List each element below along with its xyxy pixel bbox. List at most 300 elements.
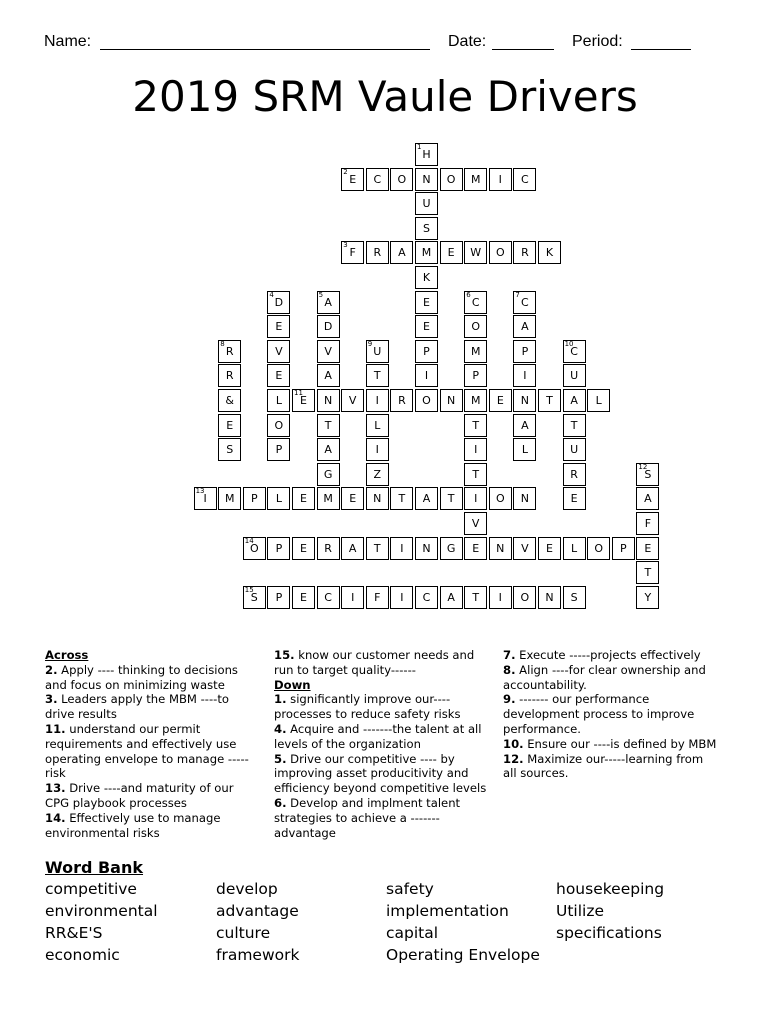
crossword-cell[interactable] [440, 586, 463, 609]
crossword-cell[interactable] [440, 241, 463, 264]
crossword-cell[interactable] [366, 463, 389, 486]
cell-letter: R [324, 541, 332, 555]
cell-letter: A [398, 246, 406, 260]
puzzle-title: 2019 SRM Vaule Drivers [132, 72, 638, 121]
cell-letter: L [571, 541, 578, 555]
crossword-cell[interactable] [563, 438, 586, 461]
crossword-cell[interactable] [464, 315, 487, 338]
cell-letter: E [423, 295, 430, 309]
clue-number: 8 [220, 339, 225, 348]
cell-letter: P [275, 590, 283, 604]
cell-letter: C [373, 172, 382, 186]
crossword-cell[interactable] [636, 463, 659, 486]
cell-letter: I [474, 443, 478, 457]
crossword-cell[interactable] [563, 487, 586, 510]
clue-down-8: 8. Align ----for clear ownership and accountability. [503, 662, 706, 692]
crossword-cell[interactable] [464, 512, 487, 535]
crossword-cell[interactable] [366, 438, 389, 461]
crossword-cell[interactable] [440, 389, 463, 412]
crossword-cell[interactable] [390, 537, 413, 560]
cell-letter: K [422, 271, 431, 284]
cell-letter: E [570, 492, 578, 506]
cell-letter: I [498, 590, 502, 604]
period-label: Period: [572, 33, 623, 50]
crossword-cell[interactable] [366, 340, 389, 363]
clue-across-13: 13. Drive ----and maturity of our CPG playbook processes [45, 781, 234, 810]
cell-letter: W [470, 246, 482, 260]
cell-letter: O [471, 320, 481, 334]
cell-letter: U [570, 443, 579, 457]
clue-across-3: 3. Leaders apply the MBM ----to drive results [45, 692, 229, 722]
crossword-cell[interactable] [317, 315, 340, 338]
crossword-cell[interactable] [538, 537, 561, 560]
crossword-cell[interactable] [366, 389, 389, 412]
crossword-cell[interactable] [267, 291, 290, 314]
crossword-cell[interactable] [317, 537, 340, 560]
clue-across-14: 14. Effectively use to manage environmental risks [45, 810, 221, 840]
cell-letter: T [546, 394, 553, 407]
crossword-cell[interactable] [538, 389, 561, 412]
cell-letter: N [545, 590, 554, 604]
crossword-cell[interactable] [563, 414, 586, 437]
crossword-cell[interactable] [538, 241, 561, 264]
cell-letter: L [521, 443, 528, 457]
cell-letter: G [446, 541, 456, 555]
word-bank-item: capital [386, 924, 439, 942]
crossword-cell[interactable] [636, 561, 659, 584]
crossword-cell[interactable] [366, 487, 389, 510]
cell-letter: F [644, 517, 652, 530]
crossword-cell[interactable] [267, 315, 290, 338]
crossword-cell[interactable] [267, 414, 290, 437]
crossword-cell[interactable] [464, 364, 487, 387]
crossword-cell[interactable] [464, 340, 487, 363]
cell-letter: E [472, 541, 480, 555]
crossword-cell[interactable] [218, 340, 241, 363]
crossword-cell[interactable] [464, 438, 487, 461]
cell-letter: T [570, 418, 578, 432]
cell-letter: C [422, 590, 431, 604]
cell-letter: & [225, 394, 234, 407]
clue-number: 3 [343, 241, 348, 250]
clues-column-2 [274, 648, 494, 840]
crossword-cell[interactable] [513, 487, 536, 510]
clue-number: 5 [318, 290, 324, 299]
crossword-cell[interactable] [415, 364, 438, 387]
name-label: Name: [44, 33, 92, 50]
cell-letter: N [496, 541, 505, 555]
crossword-cell[interactable] [292, 487, 315, 510]
cell-letter: N [446, 394, 456, 407]
cell-letter: R [398, 394, 406, 407]
crossword-cell[interactable] [243, 537, 266, 560]
crossword-cell[interactable] [341, 586, 364, 609]
clue-number: 11 [294, 389, 303, 397]
crossword-cell[interactable] [194, 487, 217, 510]
cell-letter: I [523, 369, 527, 383]
crossword-cell[interactable] [341, 168, 364, 191]
crossword-cell[interactable] [366, 364, 389, 387]
cell-letter: A [570, 394, 578, 407]
cell-letter: A [324, 443, 332, 457]
cell-letter: T [324, 418, 332, 432]
word-bank-item: Utilize [556, 902, 605, 920]
crossword-cell[interactable] [415, 340, 438, 363]
cell-letter: O [249, 541, 259, 555]
crossword-cell[interactable] [415, 537, 438, 560]
crossword-cell[interactable] [513, 364, 536, 387]
clue-number: 6 [466, 290, 471, 299]
crossword-cell[interactable] [587, 537, 610, 560]
cell-letter: S [570, 590, 578, 604]
cell-letter: M [470, 394, 481, 407]
cell-letter: A [324, 369, 332, 383]
word-bank-item: safety [386, 880, 434, 898]
cell-letter: O [495, 246, 505, 260]
cell-letter: L [275, 492, 282, 506]
cell-letter: O [397, 172, 407, 186]
clues-column-1 [45, 648, 260, 840]
crossword-cell[interactable] [267, 438, 290, 461]
word-bank-item: environmental [45, 902, 158, 920]
clue-number: 7 [515, 290, 520, 299]
cell-letter: E [275, 369, 283, 383]
crossword-cell[interactable] [415, 389, 438, 412]
clue-across-2: 2. Apply ---- thinking to decisions and focus on minimizing waste [45, 662, 238, 692]
crossword-cell[interactable] [366, 168, 389, 191]
crossword-cell[interactable] [513, 537, 536, 560]
cell-letter: O [495, 492, 505, 506]
date-label: Date: [448, 33, 487, 50]
cell-letter: P [423, 344, 430, 358]
cell-letter: M [470, 172, 481, 186]
cell-letter: R [225, 344, 234, 358]
cell-letter: A [348, 541, 357, 555]
crossword-cell[interactable] [513, 340, 536, 363]
cell-letter: C [570, 344, 578, 358]
cell-letter: R [570, 467, 578, 481]
cell-letter: M [470, 344, 481, 358]
cell-letter: N [520, 394, 529, 407]
cell-letter: E [226, 418, 234, 432]
crossword-cell[interactable] [218, 438, 241, 461]
cell-letter: A [422, 492, 431, 506]
cell-letter: M [421, 246, 432, 260]
cell-letter: P [619, 541, 627, 555]
cell-letter: E [423, 320, 430, 334]
cell-letter: L [595, 394, 602, 407]
crossword-cell[interactable] [415, 217, 438, 240]
crossword-cell[interactable] [489, 537, 512, 560]
cell-letter: I [351, 590, 355, 604]
crossword-cell[interactable] [464, 537, 487, 560]
cell-letter: E [546, 541, 553, 555]
crossword-cell[interactable] [464, 168, 487, 191]
crossword-cell[interactable] [464, 414, 487, 437]
crossword-cell[interactable] [612, 537, 635, 560]
cell-letter: A [447, 590, 455, 604]
cell-letter: O [274, 418, 284, 432]
word-bank-item: competitive [45, 880, 137, 898]
cell-letter: N [323, 394, 333, 407]
cell-letter: Z [373, 467, 382, 481]
word-bank-item: culture [216, 924, 271, 942]
cell-letter: R [521, 246, 529, 260]
cell-letter: E [300, 394, 307, 407]
crossword-cell[interactable] [267, 586, 290, 609]
crossword-cell[interactable] [415, 168, 438, 191]
crossword-cell[interactable] [218, 414, 241, 437]
crossword-cell[interactable] [513, 241, 536, 264]
crossword-cell[interactable] [341, 537, 364, 560]
word-bank-item: advantage [216, 902, 299, 920]
crossword-cell[interactable] [218, 487, 241, 510]
crossword-cell[interactable] [317, 364, 340, 387]
crossword-cell[interactable] [513, 315, 536, 338]
clue-across-11: 11. understand our permit requirements and effectively use operating envelope to manage -----risk [45, 721, 249, 781]
crossword-cell[interactable] [243, 586, 266, 609]
cell-letter: M [323, 492, 333, 506]
cell-letter: P [521, 344, 529, 358]
word-bank-item: RR&E'S [45, 924, 103, 942]
clue-down-7: 7. Execute -----projects effectively [503, 648, 701, 662]
crossword-cell[interactable] [218, 364, 241, 387]
crossword-cell[interactable] [390, 487, 413, 510]
cell-letter: I [203, 492, 207, 506]
crossword-cell[interactable] [489, 487, 512, 510]
cell-letter: E [275, 320, 283, 334]
crossword-cell[interactable] [440, 487, 463, 510]
crossword-cell[interactable] [415, 315, 438, 338]
cell-letter: N [373, 492, 382, 506]
cell-letter: V [471, 517, 480, 530]
cell-letter: F [374, 590, 381, 604]
crossword-cell[interactable] [513, 586, 536, 609]
word-bank-heading: Word Bank [45, 858, 144, 877]
cell-letter: A [324, 295, 332, 309]
clue-number: 13 [195, 487, 205, 496]
clue-down-9: 9. ------- our performance development process to improve performance. [503, 692, 695, 736]
crossword-cell[interactable] [267, 537, 290, 560]
cell-letter: I [375, 394, 379, 407]
cell-letter: I [498, 172, 502, 186]
cell-letter: O [520, 590, 530, 604]
crossword-cell[interactable] [464, 487, 487, 510]
crossword-cell[interactable] [563, 537, 586, 560]
clue-number: 12 [638, 462, 648, 471]
crossword-cell[interactable] [415, 291, 438, 314]
cell-letter: C [521, 295, 529, 309]
cell-letter: I [474, 492, 478, 506]
crossword-cell[interactable] [513, 438, 536, 461]
cell-letter: T [472, 418, 480, 432]
crossword-cell[interactable] [513, 389, 536, 412]
crossword-cell[interactable] [415, 586, 438, 609]
cell-letter: G [323, 467, 333, 481]
crossword-cell[interactable] [267, 389, 290, 412]
cell-letter: A [521, 320, 529, 334]
crossword-cell[interactable] [636, 487, 659, 510]
crossword-cell[interactable] [563, 364, 586, 387]
cell-letter: T [644, 566, 652, 580]
crossword-cell[interactable] [464, 241, 487, 264]
cell-letter: T [472, 467, 480, 481]
crossword-cell[interactable] [292, 537, 315, 560]
cell-letter: A [521, 418, 529, 432]
crossword-cell[interactable] [440, 168, 463, 191]
crossword-cell[interactable] [341, 389, 364, 412]
crossword-cell[interactable] [464, 586, 487, 609]
cell-letter: D [274, 295, 284, 309]
crossword-cell[interactable] [563, 389, 586, 412]
cell-letter: H [422, 148, 431, 161]
crossword-cell[interactable] [563, 586, 586, 609]
crossword-cell[interactable] [415, 241, 438, 264]
crossword-cell[interactable] [587, 389, 610, 412]
crossword-cell[interactable] [489, 389, 512, 412]
crossword-cell[interactable] [538, 586, 561, 609]
cell-letter: I [375, 443, 379, 457]
cell-letter: I [424, 369, 429, 383]
cell-letter: F [349, 246, 356, 260]
crossword-cell[interactable] [415, 487, 438, 510]
crossword-cell[interactable] [390, 168, 413, 191]
cell-letter: O [422, 394, 431, 407]
crossword-cell[interactable] [636, 586, 659, 609]
crossword-cell[interactable] [317, 463, 340, 486]
crossword-cell[interactable] [489, 586, 512, 609]
cell-letter: V [324, 344, 332, 358]
across-heading: Across [45, 648, 89, 662]
clue-number: 4 [269, 290, 274, 299]
cell-letter: R [373, 246, 382, 260]
cell-letter: E [644, 541, 652, 555]
cell-letter: O [446, 172, 456, 186]
clue-across-15: 15. know our customer needs and run to target quality------ [274, 648, 475, 677]
cell-letter: P [472, 369, 479, 383]
crossword-cell[interactable] [513, 291, 536, 314]
crossword-cell[interactable] [636, 512, 659, 535]
crossword-cell[interactable] [464, 389, 487, 412]
crossword-cell[interactable] [366, 414, 389, 437]
crossword-cell[interactable] [267, 364, 290, 387]
crossword-cell[interactable] [366, 586, 389, 609]
crossword-cell[interactable] [341, 487, 364, 510]
cell-letter: R [225, 369, 234, 383]
cell-letter: N [520, 492, 529, 506]
cell-letter: T [472, 590, 480, 604]
crossword-cell[interactable] [415, 266, 438, 289]
clue-down-10: 10. Ensure our ----is defined by MBM [503, 736, 717, 751]
word-bank-item: Operating Envelope [386, 946, 540, 964]
word-bank-item: develop [216, 880, 278, 898]
cell-letter: M [224, 492, 235, 506]
clue-down-6: 6. Develop and implment talent strategies to achieve a ------- advantage [274, 795, 461, 840]
cell-letter: S [226, 443, 234, 457]
crossword-cell[interactable] [267, 487, 290, 510]
clue-down-4: 4. Acquire and -------the talent at all levels of the organization [274, 721, 482, 751]
crossword-cell[interactable] [341, 241, 364, 264]
cell-letter: A [644, 492, 652, 506]
clue-number: 15 [244, 585, 254, 594]
cell-letter: K [545, 246, 554, 260]
cell-letter: S [250, 590, 258, 604]
cell-letter: U [570, 369, 579, 383]
cell-letter: V [275, 344, 283, 358]
clues-column-3 [503, 648, 718, 781]
crossword-cell[interactable] [317, 586, 340, 609]
word-bank-item: housekeeping [556, 880, 665, 898]
cell-letter: L [275, 394, 282, 407]
cell-letter: C [324, 590, 332, 604]
cell-letter: E [349, 172, 357, 186]
cell-letter: C [521, 172, 529, 186]
cell-letter: E [349, 492, 357, 506]
crossword-cell[interactable] [317, 291, 340, 314]
crossword-cell[interactable] [464, 291, 487, 314]
crossword-cell[interactable] [390, 389, 413, 412]
crossword-cell[interactable] [489, 241, 512, 264]
cell-letter: E [300, 541, 307, 555]
cell-letter: E [300, 492, 307, 506]
cell-letter: V [348, 394, 357, 407]
crossword-cell[interactable] [292, 586, 315, 609]
crossword-cell[interactable] [218, 389, 241, 412]
cell-letter: I [400, 590, 404, 604]
crossword-cell[interactable] [390, 586, 413, 609]
clue-down-12: 12. Maximize our-----learning from all sources. [503, 751, 704, 781]
crossword-cell[interactable] [464, 463, 487, 486]
crossword-cell[interactable] [317, 389, 340, 412]
crossword-cell[interactable] [415, 192, 438, 215]
crossword-cell[interactable] [366, 241, 389, 264]
cell-letter: P [250, 492, 258, 506]
crossword-cell[interactable] [317, 438, 340, 461]
clue-down-5: 5. Drive our competitive ---- by improving asset producitivity and efficiency beyond competitive levels [274, 751, 487, 796]
crossword-cell[interactable] [267, 340, 290, 363]
clue-number: 14 [244, 536, 254, 545]
cell-letter: L [374, 418, 381, 432]
cell-letter: T [373, 541, 381, 555]
crossword-cell[interactable] [563, 340, 586, 363]
clue-number: 2 [343, 167, 348, 176]
crossword-cell[interactable] [513, 168, 536, 191]
cell-letter: Y [644, 590, 652, 604]
crossword-cell[interactable] [563, 463, 586, 486]
clue-number: 9 [367, 339, 373, 348]
crossword-cell[interactable] [513, 414, 536, 437]
crossword-cell[interactable] [415, 143, 438, 166]
word-bank-item: specifications [556, 924, 662, 942]
cell-letter: N [422, 541, 431, 555]
crossword-cell[interactable] [317, 487, 340, 510]
crossword-cell[interactable] [243, 487, 266, 510]
clue-number: 1 [417, 143, 422, 151]
cell-letter: O [594, 541, 604, 555]
word-bank-item: economic [45, 946, 120, 964]
crossword-cell[interactable] [366, 537, 389, 560]
crossword-cell[interactable] [292, 389, 315, 412]
crossword-cell[interactable] [317, 340, 340, 363]
crossword-cell[interactable] [489, 168, 512, 191]
crossword-cell[interactable] [440, 537, 463, 560]
cell-letter: T [447, 492, 455, 506]
cell-letter: E [447, 246, 455, 260]
crossword-cell[interactable] [636, 537, 659, 560]
crossword-cell[interactable] [390, 241, 413, 264]
crossword-cell[interactable] [317, 414, 340, 437]
cell-letter: V [521, 541, 529, 555]
